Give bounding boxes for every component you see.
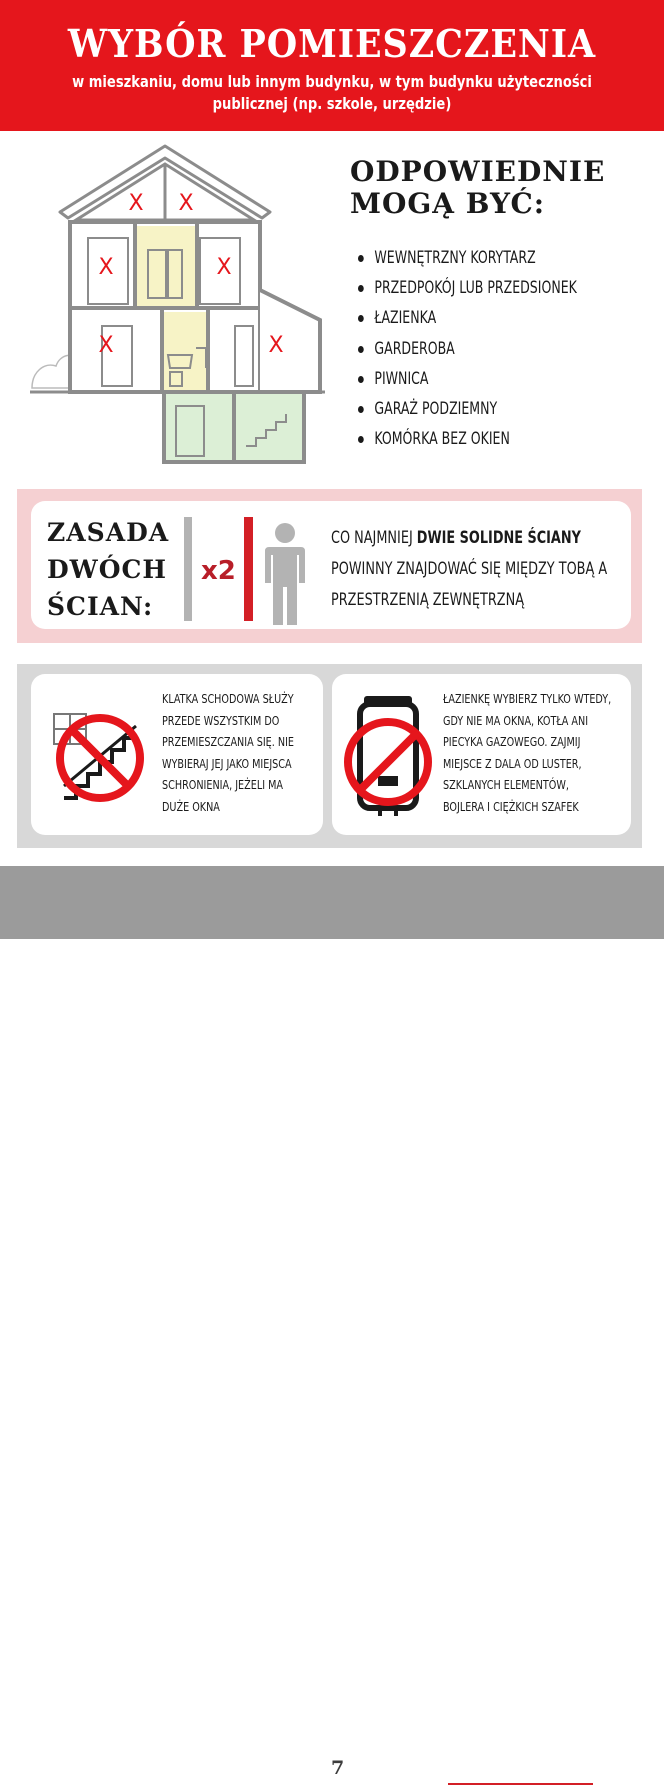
page-title: WYBÓR POMIESZCZENIA (67, 21, 597, 66)
bathroom-tip-line: SZKLANYCH ELEMENTÓW, (443, 777, 569, 792)
page-subtitle (20, 71, 643, 115)
bathroom-tip-text (443, 688, 611, 817)
red-wall-bar (244, 517, 253, 621)
stairs-prohibited-icon (50, 706, 150, 806)
unsuitable-mark-upper-left: X (98, 255, 114, 280)
multiplier-label: x2 (201, 556, 236, 586)
appropriate-rooms-list (358, 243, 625, 454)
header-banner (0, 0, 664, 131)
bathroom-tip-line: PIECYKA GAZOWEGO. ZAJMIJ (443, 734, 581, 749)
list-item: GARAŻ PODZIEMNY (358, 394, 577, 424)
person-icon (263, 521, 307, 625)
list-item: ŁAZIENKA (358, 303, 577, 333)
bathroom-tip-line: GDY NIE MA OKNA, KOTŁA ANI (443, 712, 589, 728)
rule-title-line-1: ZASADA (47, 518, 170, 547)
org2-line-2: Wewnętrznych i Administracji (448, 1766, 604, 1778)
list-item: WEWNĘTRZNY KORYTARZ (358, 243, 577, 273)
stairs-tip-line: SCHRONIENIA, JEŻELI MA (162, 777, 283, 792)
rule-text-line-1-prefix: CO NAJMNIEJ (331, 528, 417, 548)
bathroom-tip-line: BOJLERA I CIĘŻKICH SZAFEK (443, 798, 579, 814)
polish-eagle-emblem-icon (415, 1747, 445, 1783)
appropriate-rooms-heading (350, 156, 650, 220)
rule-text-line-2: POWINNY ZNAJDOWAĆ SIĘ MIĘDZY TOBĄ A (331, 559, 608, 579)
unsuitable-mark-attic-right: X (178, 191, 194, 216)
footer-bar (0, 866, 664, 1780)
civil-defence-logo-text (158, 1755, 261, 1781)
unsuitable-mark-lower-right: X (268, 333, 284, 358)
stairs-tip-line: DUŻE OKNA (162, 798, 220, 814)
page-number: 7 (331, 1757, 345, 1779)
org2-line-1: Ministerstwo Spraw (448, 1753, 551, 1765)
subtitle-line-2: publicznej (np. szkole, urzędzie) (212, 94, 452, 113)
rule-text-emphasis: DWIE SOLIDNE ŚCIANY (416, 528, 581, 548)
rule-text-line-1 (331, 523, 608, 554)
list-item: GARDEROBA (358, 334, 577, 364)
list-item: PIWNICA (358, 364, 577, 394)
list-item: PRZEDPOKÓJ LUB PRZEDSIONEK (358, 273, 577, 303)
boiler-prohibited-icon (340, 690, 436, 820)
appropriate-title-line-1: ODPOWIEDNIE (350, 155, 606, 188)
ministry-logo-text (448, 1753, 603, 1779)
org1-line-2: i obrona cywilna (158, 1768, 256, 1780)
subtitle-line-1: w mieszkaniu, domu lub innym budynku, w tym budynku użyteczności (72, 72, 592, 91)
rule-title-line-2: DWÓCH (47, 555, 168, 584)
rule-title-line-3: ŚCIAN: (47, 592, 154, 621)
stairs-tip-line: KLATKA SCHODOWA SŁUŻY (162, 691, 294, 706)
rule-text-line-3: PRZESTRZENIĄ ZEWNĘTRZNĄ (331, 590, 525, 610)
bathroom-tip-line: MIEJSCE Z DALA OD LUSTER, (443, 755, 582, 771)
gray-wall-bar (184, 517, 192, 621)
list-item: KOMÓRKA BEZ OKIEN (358, 424, 577, 454)
stairs-tip-line: PRZEDE WSZYSTKIM DO (162, 712, 280, 728)
civil-defence-logo-icon (123, 1750, 153, 1780)
stairs-tip-line: WYBIERAJ JEJ JAKO MIEJSCA (162, 755, 292, 771)
house-cross-section-illustration (30, 140, 325, 470)
two-wall-rule-title (47, 514, 169, 625)
bathroom-tip-line: ŁAZIENKĘ WYBIERZ TYLKO WTEDY, (443, 691, 612, 706)
org1-line-1: Ochrona ludności (158, 1755, 261, 1767)
stairs-tip-text (162, 688, 294, 817)
unsuitable-mark-upper-right: X (216, 255, 232, 280)
unsuitable-mark-attic-left: X (128, 191, 144, 216)
stairs-tip-line: PRZEMIESZCZANIA SIĘ. NIE (162, 734, 295, 749)
unsuitable-mark-lower-left: X (98, 333, 114, 358)
appropriate-title-line-2: MOGĄ BYĆ: (350, 187, 546, 220)
two-wall-rule-text (331, 523, 608, 616)
